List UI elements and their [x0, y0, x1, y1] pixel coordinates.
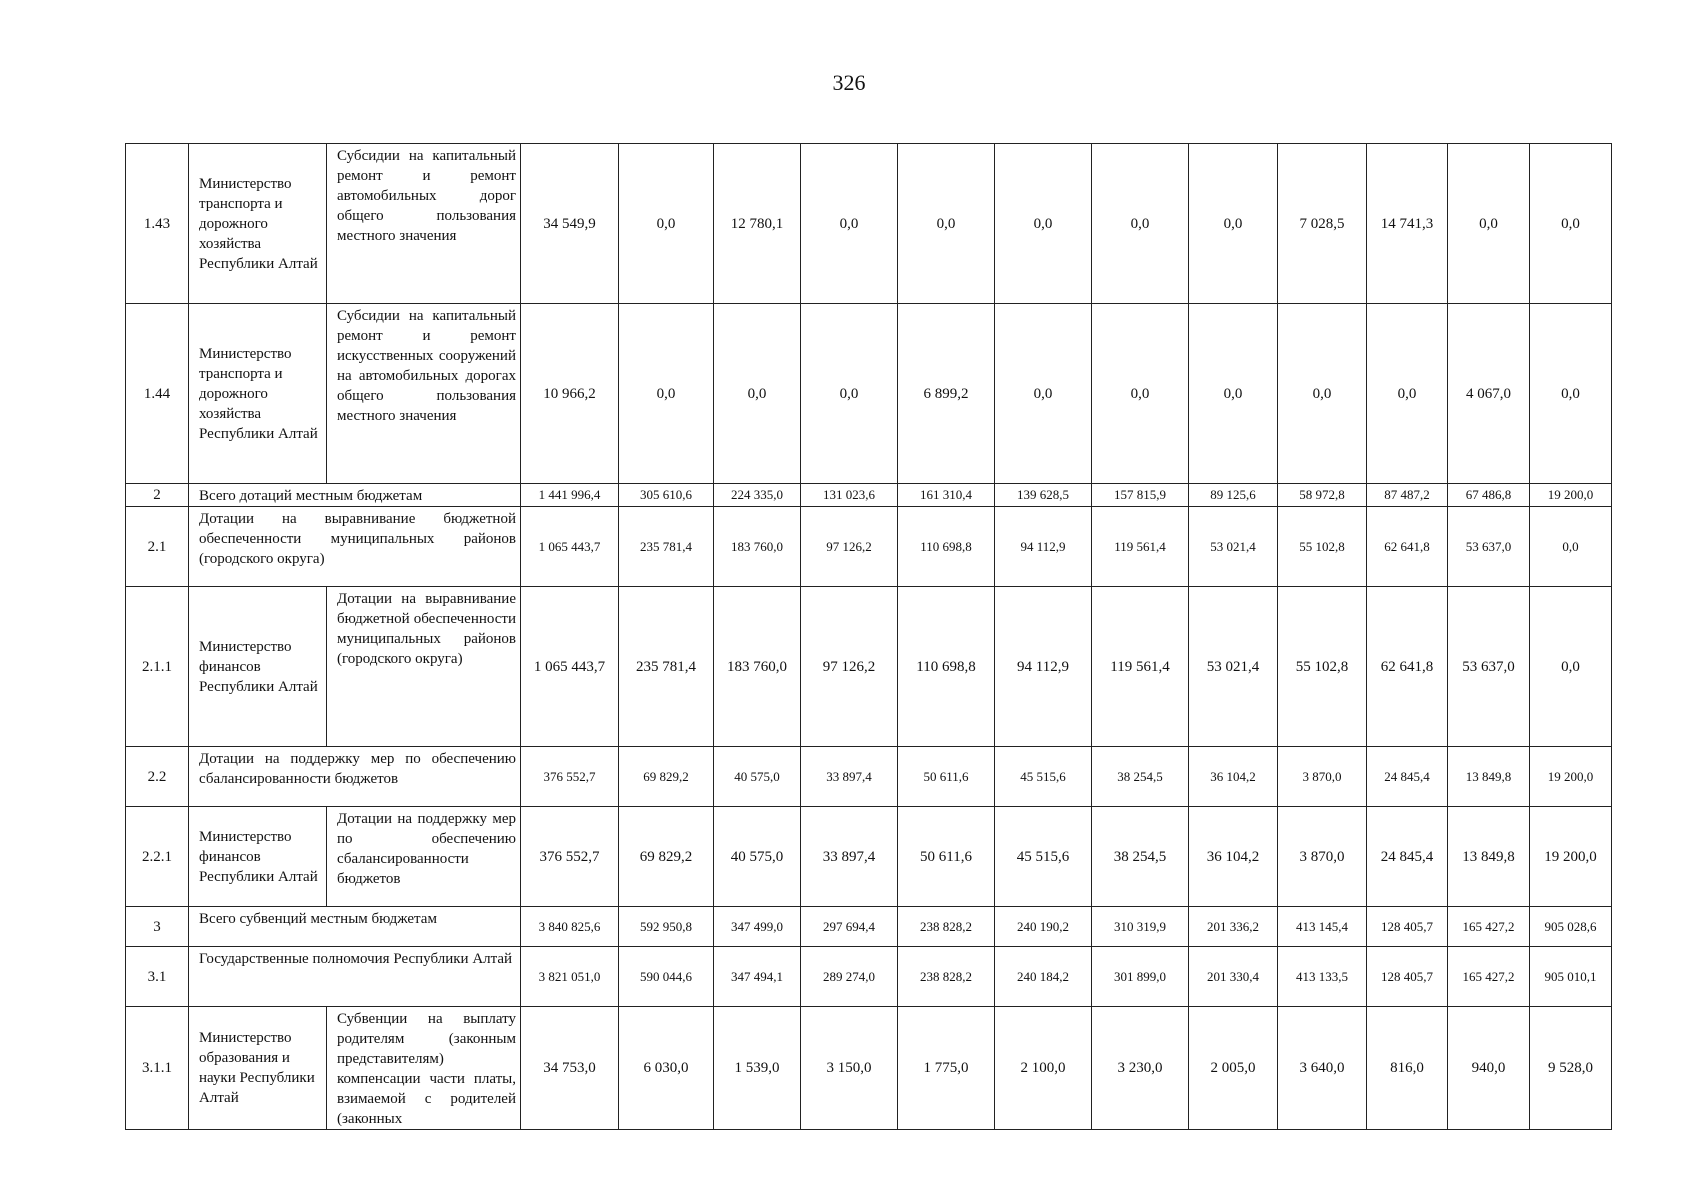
value-cell: 3 230,0 [1092, 1007, 1189, 1130]
value-cell: 110 698,8 [898, 587, 995, 747]
value-cell: 413 145,4 [1278, 907, 1367, 947]
table-row [126, 747, 1612, 807]
value-cell: 10 966,2 [521, 304, 619, 484]
row-code: 2.2 [126, 747, 189, 807]
value-cell: 58 972,8 [1278, 484, 1367, 507]
value-cell: 2 005,0 [1189, 1007, 1278, 1130]
value-cell: 55 102,8 [1278, 587, 1367, 747]
table-row [126, 1007, 1612, 1130]
table-row [126, 507, 1612, 587]
value-cell: 0,0 [1092, 304, 1189, 484]
value-cell: 301 899,0 [1092, 947, 1189, 1007]
value-cell: 157 815,9 [1092, 484, 1189, 507]
row-title: Государственные полномочия Республики Алтай [189, 947, 521, 1007]
row-organization: Министерство финансов Республики Алтай [189, 587, 327, 747]
value-cell: 50 611,6 [898, 807, 995, 907]
value-cell: 119 561,4 [1092, 507, 1189, 587]
value-cell: 376 552,7 [521, 747, 619, 807]
row-code: 2 [126, 484, 189, 507]
value-cell: 235 781,4 [619, 587, 714, 747]
row-title: Дотации на поддержку мер по обеспечению сбалансированности бюджетов [189, 747, 521, 807]
value-cell: 24 845,4 [1367, 807, 1448, 907]
value-cell: 3 870,0 [1278, 747, 1367, 807]
value-cell: 40 575,0 [714, 747, 801, 807]
value-cell: 62 641,8 [1367, 507, 1448, 587]
row-organization: Министерство транспорта и дорожного хозяйства Республики Алтай [189, 144, 327, 304]
value-cell: 0,0 [1189, 304, 1278, 484]
value-cell: 139 628,5 [995, 484, 1092, 507]
value-cell: 45 515,6 [995, 747, 1092, 807]
value-cell: 36 104,2 [1189, 747, 1278, 807]
value-cell: 1 775,0 [898, 1007, 995, 1130]
value-cell: 413 133,5 [1278, 947, 1367, 1007]
row-code: 2.1 [126, 507, 189, 587]
value-cell: 240 184,2 [995, 947, 1092, 1007]
table-row [126, 587, 1612, 747]
value-cell: 38 254,5 [1092, 747, 1189, 807]
value-cell: 69 829,2 [619, 807, 714, 907]
value-cell: 310 319,9 [1092, 907, 1189, 947]
value-cell: 6 899,2 [898, 304, 995, 484]
value-cell: 36 104,2 [1189, 807, 1278, 907]
value-cell: 131 023,6 [801, 484, 898, 507]
value-cell: 14 741,3 [1367, 144, 1448, 304]
value-cell: 0,0 [1530, 587, 1612, 747]
value-cell: 0,0 [801, 144, 898, 304]
value-cell: 347 494,1 [714, 947, 801, 1007]
row-title: Дотации на выравнивание бюджетной обеспеченности муниципальных районов (городского округа) [189, 507, 521, 587]
value-cell: 40 575,0 [714, 807, 801, 907]
budget-table [125, 143, 1612, 1130]
value-cell: 53 637,0 [1448, 587, 1530, 747]
row-code: 3.1.1 [126, 1007, 189, 1130]
value-cell: 238 828,2 [898, 947, 995, 1007]
value-cell: 9 528,0 [1530, 1007, 1612, 1130]
table-row [126, 807, 1612, 907]
table-row [126, 947, 1612, 1007]
row-code: 3.1 [126, 947, 189, 1007]
value-cell: 816,0 [1367, 1007, 1448, 1130]
value-cell: 53 637,0 [1448, 507, 1530, 587]
row-description: Субсидии на капитальный ремонт и ремонт автомобильных дорог общего пользования местного значения [327, 144, 521, 304]
value-cell: 590 044,6 [619, 947, 714, 1007]
value-cell: 24 845,4 [1367, 747, 1448, 807]
row-title: Всего субвенций местным бюджетам [189, 907, 521, 947]
row-code: 2.2.1 [126, 807, 189, 907]
table-row [126, 144, 1612, 304]
value-cell: 34 753,0 [521, 1007, 619, 1130]
value-cell: 128 405,7 [1367, 907, 1448, 947]
value-cell: 0,0 [1367, 304, 1448, 484]
value-cell: 165 427,2 [1448, 907, 1530, 947]
value-cell: 0,0 [714, 304, 801, 484]
value-cell: 34 549,9 [521, 144, 619, 304]
value-cell: 62 641,8 [1367, 587, 1448, 747]
value-cell: 238 828,2 [898, 907, 995, 947]
value-cell: 13 849,8 [1448, 747, 1530, 807]
row-description: Субвенции на выплату родителям (законным представителям) компенсации части платы, взимаемой с родителей (законных [327, 1007, 521, 1130]
value-cell: 33 897,4 [801, 807, 898, 907]
table-row [126, 484, 1612, 507]
value-cell: 183 760,0 [714, 587, 801, 747]
value-cell: 55 102,8 [1278, 507, 1367, 587]
value-cell: 183 760,0 [714, 507, 801, 587]
value-cell: 110 698,8 [898, 507, 995, 587]
value-cell: 0,0 [995, 304, 1092, 484]
value-cell: 67 486,8 [1448, 484, 1530, 507]
value-cell: 19 200,0 [1530, 747, 1612, 807]
value-cell: 119 561,4 [1092, 587, 1189, 747]
value-cell: 19 200,0 [1530, 484, 1612, 507]
value-cell: 940,0 [1448, 1007, 1530, 1130]
value-cell: 0,0 [619, 304, 714, 484]
value-cell: 3 821 051,0 [521, 947, 619, 1007]
value-cell: 289 274,0 [801, 947, 898, 1007]
value-cell: 69 829,2 [619, 747, 714, 807]
row-description: Дотации на выравнивание бюджетной обеспеченности муниципальных районов (городского округа) [327, 587, 521, 747]
row-organization: Министерство транспорта и дорожного хозяйства Республики Алтай [189, 304, 327, 484]
value-cell: 905 010,1 [1530, 947, 1612, 1007]
value-cell: 128 405,7 [1367, 947, 1448, 1007]
row-code: 1.43 [126, 144, 189, 304]
row-code: 3 [126, 907, 189, 947]
value-cell: 235 781,4 [619, 507, 714, 587]
value-cell: 0,0 [1530, 144, 1612, 304]
value-cell: 0,0 [1092, 144, 1189, 304]
value-cell: 94 112,9 [995, 587, 1092, 747]
value-cell: 0,0 [1278, 304, 1367, 484]
value-cell: 201 330,4 [1189, 947, 1278, 1007]
value-cell: 50 611,6 [898, 747, 995, 807]
value-cell: 4 067,0 [1448, 304, 1530, 484]
value-cell: 165 427,2 [1448, 947, 1530, 1007]
value-cell: 19 200,0 [1530, 807, 1612, 907]
value-cell: 33 897,4 [801, 747, 898, 807]
value-cell: 161 310,4 [898, 484, 995, 507]
row-description: Дотации на поддержку мер по обеспечению сбалансированности бюджетов [327, 807, 521, 907]
value-cell: 1 441 996,4 [521, 484, 619, 507]
value-cell: 1 539,0 [714, 1007, 801, 1130]
value-cell: 2 100,0 [995, 1007, 1092, 1130]
value-cell: 0,0 [995, 144, 1092, 304]
value-cell: 905 028,6 [1530, 907, 1612, 947]
row-description: Субсидии на капитальный ремонт и ремонт искусственных сооружений на автомобильных дорогах общего пользования местного значения [327, 304, 521, 484]
table-row [126, 304, 1612, 484]
value-cell: 6 030,0 [619, 1007, 714, 1130]
value-cell: 376 552,7 [521, 807, 619, 907]
value-cell: 7 028,5 [1278, 144, 1367, 304]
value-cell: 38 254,5 [1092, 807, 1189, 907]
value-cell: 3 150,0 [801, 1007, 898, 1130]
value-cell: 3 840 825,6 [521, 907, 619, 947]
value-cell: 592 950,8 [619, 907, 714, 947]
value-cell: 3 870,0 [1278, 807, 1367, 907]
value-cell: 13 849,8 [1448, 807, 1530, 907]
value-cell: 97 126,2 [801, 507, 898, 587]
value-cell: 0,0 [1189, 144, 1278, 304]
row-code: 2.1.1 [126, 587, 189, 747]
value-cell: 224 335,0 [714, 484, 801, 507]
page-number: 326 [832, 70, 866, 95]
value-cell: 89 125,6 [1189, 484, 1278, 507]
value-cell: 53 021,4 [1189, 587, 1278, 747]
value-cell: 53 021,4 [1189, 507, 1278, 587]
row-organization: Министерство финансов Республики Алтай [189, 807, 327, 907]
row-code: 1.44 [126, 304, 189, 484]
value-cell: 45 515,6 [995, 807, 1092, 907]
value-cell: 305 610,6 [619, 484, 714, 507]
row-title: Всего дотаций местным бюджетам [189, 484, 521, 507]
value-cell: 347 499,0 [714, 907, 801, 947]
value-cell: 240 190,2 [995, 907, 1092, 947]
value-cell: 0,0 [1530, 507, 1612, 587]
value-cell: 12 780,1 [714, 144, 801, 304]
value-cell: 0,0 [801, 304, 898, 484]
value-cell: 0,0 [1530, 304, 1612, 484]
value-cell: 97 126,2 [801, 587, 898, 747]
value-cell: 0,0 [898, 144, 995, 304]
value-cell: 1 065 443,7 [521, 507, 619, 587]
value-cell: 3 640,0 [1278, 1007, 1367, 1130]
value-cell: 94 112,9 [995, 507, 1092, 587]
value-cell: 0,0 [619, 144, 714, 304]
value-cell: 1 065 443,7 [521, 587, 619, 747]
row-organization: Министерство образования и науки Республики Алтай [189, 1007, 327, 1130]
value-cell: 297 694,4 [801, 907, 898, 947]
value-cell: 87 487,2 [1367, 484, 1448, 507]
value-cell: 201 336,2 [1189, 907, 1278, 947]
table-row [126, 907, 1612, 947]
value-cell: 0,0 [1448, 144, 1530, 304]
